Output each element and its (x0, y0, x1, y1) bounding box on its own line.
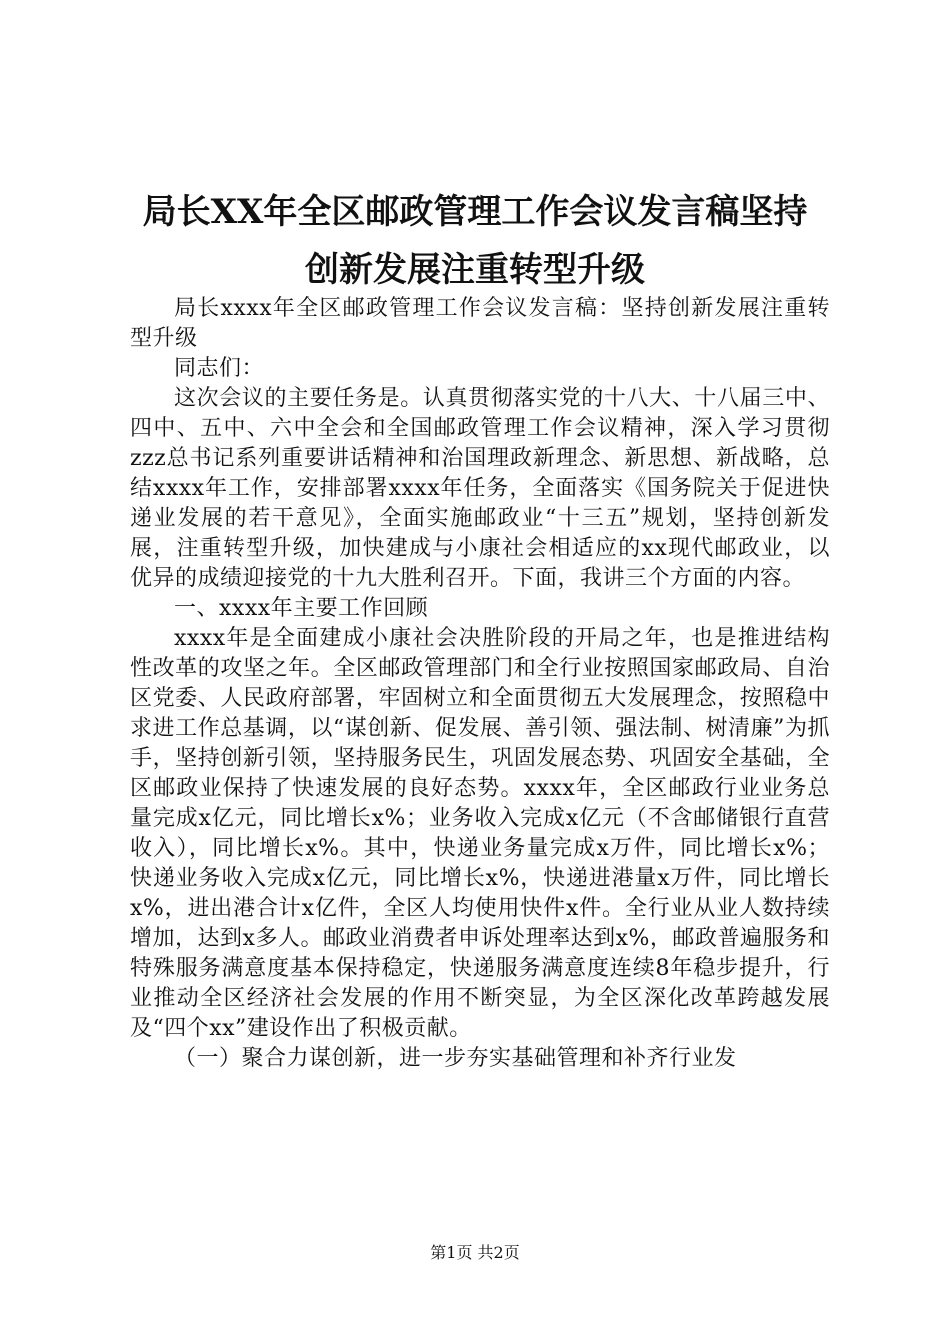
subtitle-paragraph: 局长xxxx年全区邮政管理工作会议发言稿：坚持创新发展注重转型升级 (130, 296, 830, 351)
title-line-2: 创新发展注重转型升级 (305, 250, 645, 290)
subsection-heading: （一）聚合力谋创新，进一步夯实基础管理和补齐行业发 (174, 1046, 737, 1071)
salutation: 同志们： (174, 356, 265, 381)
document-title (80, 183, 870, 299)
body-paragraph: xxxx年是全面建成小康社会决胜阶段的开局之年，也是推进结构性改革的攻坚之年。全区邮政管理部门和全行业按照国家邮政局、自治区党委、人民政府部署，牢固树立和全面贯彻五大发展理念，按照稳中求进工作总基调，以“谋创新、促发展、善引领、强法制、树清廉”为抓手，坚持创新引领，坚持服务民生，巩固发展态势、巩固安全基础，全区邮政业保持了快速发展的良好态势。xxxx年，全区邮政行业业务总量完成x亿元，同比增长x%；业务收入完成x亿元（不含邮储银行直营收入），同比增长x%。其中，快递业务量完成x万件，同比增长x%；快递业务收入完成x亿元，同比增长x%，快递进港量x万件，同比增长x%，进出港合计x亿件，全区人均使用快件x件。全行业从业人数持续增加，达到x多人。邮政业消费者申诉处理率达到x%，邮政普遍服务和特殊服务满意度基本保持稳定，快递服务满意度连续8年稳步提升，行业推动全区经济社会发展的作用不断突显，为全区深化改革跨越发展及“四个xx”建设作出了积极贡献。 (130, 626, 830, 1041)
page-number: 第1页 共2页 (430, 1243, 520, 1262)
title-line-1: 局长XX年全区邮政管理工作会议发言稿坚持 (142, 192, 808, 232)
body-paragraph: 这次会议的主要任务是。认真贯彻落实党的十八大、十八届三中、四中、五中、六中全会和全国邮政管理工作会议精神，深入学习贯彻zzz总书记系列重要讲话精神和治国理政新理念、新思想、新战略，总结xxxx年工作，安排部署xxxx年任务，全面落实《国务院关于促进快递业发展的若干意见》，全面实施邮政业“十三五”规划，坚持创新发展，注重转型升级，加快建成与小康社会相适应的xx现代邮政业，以优异的成绩迎接党的十九大胜利召开。下面，我讲三个方面的内容。 (130, 386, 830, 591)
section-heading: 一、xxxx年主要工作回顾 (174, 596, 429, 621)
document-body (130, 294, 830, 1074)
